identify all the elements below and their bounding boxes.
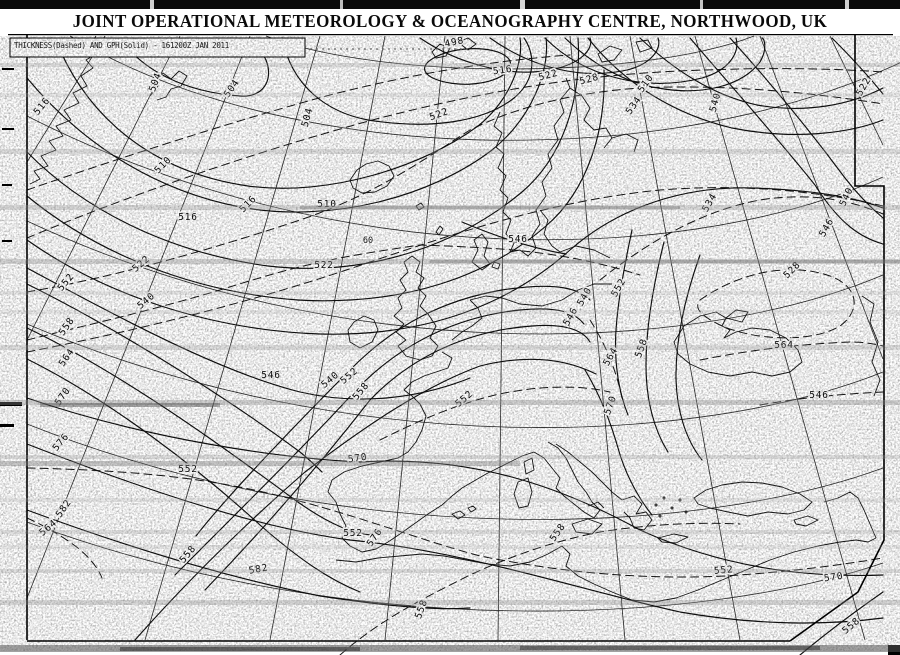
contour-label: 552 — [713, 564, 735, 577]
contour-label: 516 — [178, 212, 198, 223]
contour-label: 558 — [633, 337, 651, 360]
contour-label: 564 — [37, 517, 60, 539]
contour-label: 564 — [56, 346, 78, 369]
contour-label: 540 — [319, 369, 342, 391]
contour-label: 582 — [53, 497, 75, 520]
contour-label: 504 — [221, 77, 243, 100]
contour-label: 552 — [55, 271, 77, 294]
contour-label: 516 — [492, 63, 514, 78]
contour-label: 540 — [837, 185, 856, 209]
contour-label: 570 — [347, 451, 369, 466]
contour-label: 522 — [854, 75, 874, 98]
contour-label: 534 — [623, 94, 645, 117]
contour-label: 576 — [364, 526, 386, 549]
contour-label: 552 — [343, 528, 363, 539]
contour-label: 564 — [601, 345, 621, 368]
contour-label: 546 — [261, 370, 281, 381]
contour-label: 558 — [840, 615, 863, 637]
contour-label: 582 — [247, 562, 270, 577]
scan-noise-layer — [0, 36, 900, 652]
contour-label: 540 — [135, 290, 158, 312]
grid-label: 60 — [362, 236, 374, 246]
contour-label: 522 — [130, 253, 153, 275]
contour-label: 540 — [575, 285, 595, 308]
contour-label: 558 — [56, 315, 78, 338]
contour-label: 558 — [547, 521, 569, 544]
page-title: JOINT OPERATIONAL METEOROLOGY & OCEANOGRAPHY CENTRE, NORTHWOOD, UK — [72, 11, 828, 31]
contour-label: 576 — [50, 431, 72, 454]
contour-label: 570 — [602, 394, 620, 417]
contour-label: 528 — [781, 259, 804, 282]
contour-label: 504 — [299, 106, 316, 129]
contour-label: 498 — [443, 35, 466, 50]
contour-label: 528 — [578, 71, 601, 88]
contour-label: 522 — [428, 106, 451, 124]
contour-label: 504 — [147, 71, 165, 94]
contour-label: 540 — [707, 91, 724, 114]
contour-label: 570 — [823, 570, 845, 585]
contour-label: 510 — [635, 72, 657, 95]
contour-label: 516 — [237, 193, 260, 216]
contour-label: 552 — [609, 276, 629, 299]
contour-label: 552 — [453, 388, 476, 410]
chart-header — [0, 9, 900, 34]
contour-label: 564 — [774, 340, 794, 351]
chart-info-label: THICKNESS(Dashed) AND GPH(Solid) - 161200Z JAN 2011 — [14, 41, 229, 50]
contour-label: 552 — [338, 365, 361, 387]
contour-label: 516 — [31, 95, 53, 118]
contour-label: 558 — [350, 380, 372, 403]
contour-label: 552 — [178, 464, 198, 475]
contour-label: 510 — [317, 199, 337, 210]
contour-label: 558 — [413, 598, 431, 621]
contour-label: 522 — [537, 67, 560, 84]
contour-label: 522 — [314, 260, 334, 271]
contour-label: 546 — [561, 305, 581, 328]
contour-label: 534 — [700, 191, 720, 214]
contour-label: 570 — [52, 385, 74, 408]
contour-label: 558 — [177, 543, 199, 566]
contour-label: 546 — [817, 216, 837, 239]
top-black-bar — [0, 0, 900, 9]
contour-label: 510 — [152, 154, 175, 177]
contour-label: 546 — [508, 234, 528, 245]
contour-label: 546 — [809, 390, 829, 401]
